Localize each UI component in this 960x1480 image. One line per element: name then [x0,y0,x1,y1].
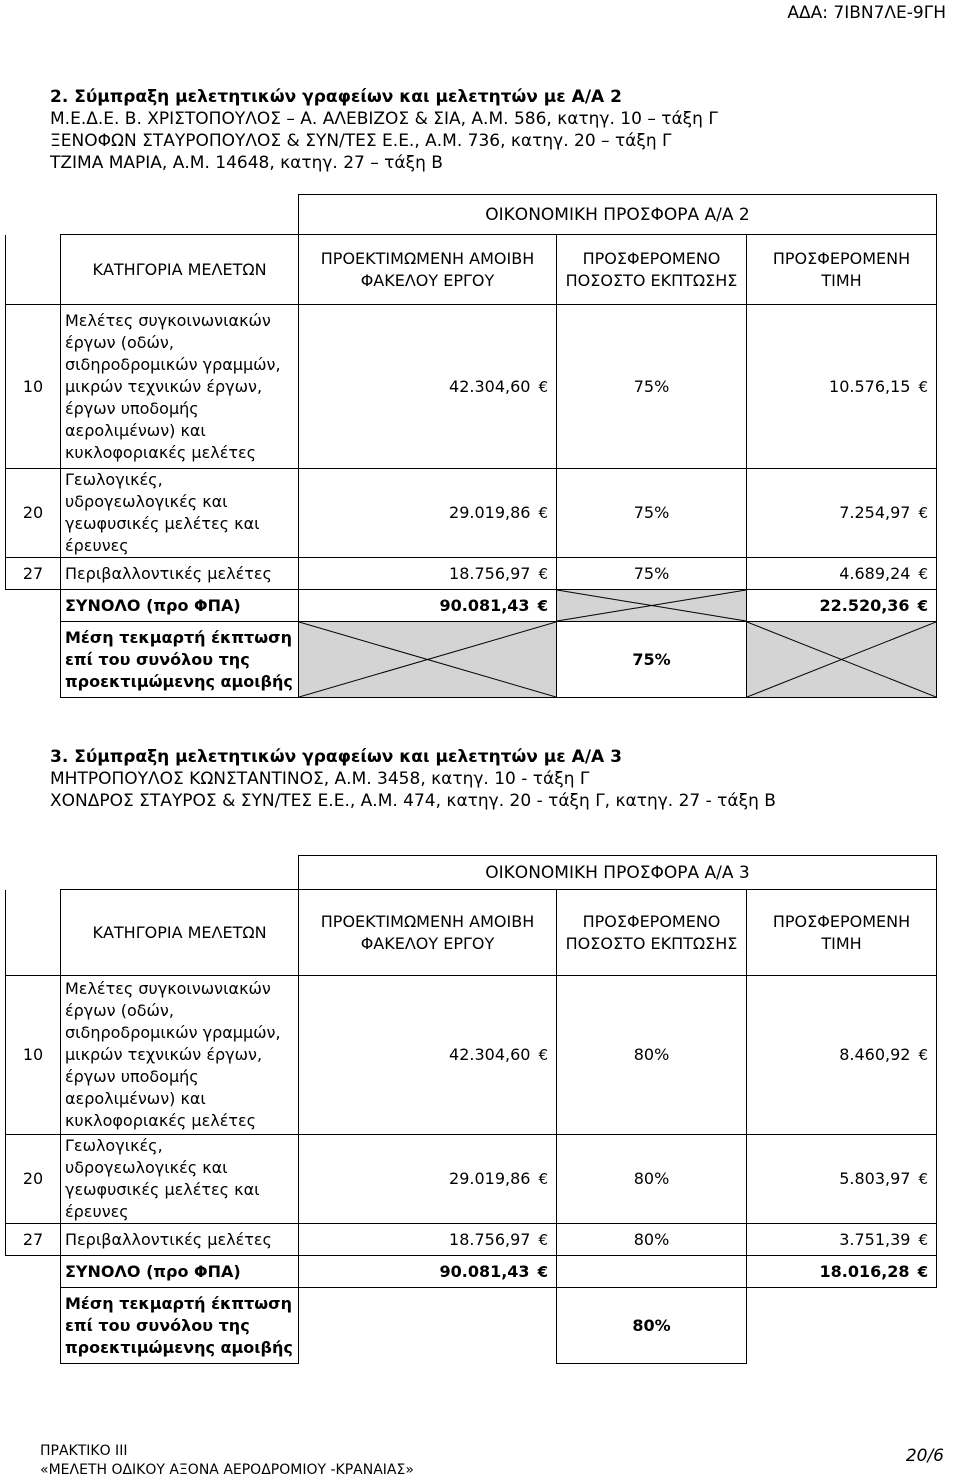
euro-sign: € [538,564,548,583]
euro-sign: € [918,1230,928,1249]
euro-sign: € [537,1262,548,1281]
row-price [747,1135,937,1224]
euro-sign: € [538,504,548,522]
total-label: ΣΥΝΟΛΟ (προ ΦΠΑ) [61,1256,299,1288]
crossed-cell [747,622,937,698]
total-fee [299,1256,557,1288]
euro-sign: € [918,1046,928,1064]
row-price-value: 10.576,15 [829,376,911,396]
table-row [6,1135,937,1224]
table2-title: ΟΙΚΟΝΟΜΙΚΗ ΠΡΟΣΦΟΡΑ Α/Α 2 [299,195,937,235]
row-category: Περιβαλλοντικές μελέτες [61,558,299,590]
table-row [6,305,937,469]
row-price-value: 8.460,92 [839,1045,911,1064]
row-num: 27 [6,558,61,590]
total-fee-value: 90.081,43 [439,1261,530,1281]
table2-col-fee: ΠΡΟΕΚΤΙΜΩΜΕΝΗ ΑΜΟΙΒΗ ΦΑΚΕΛΟΥ ΕΡΓΟΥ [299,235,557,305]
offer-table-3 [5,855,937,1364]
footer-line-2: «ΜΕΛΕΤΗ ΟΔΙΚΟΥ ΑΞΟΝΑ ΑΕΡΟΔΡΟΜΙΟΥ -ΚΡΑΝΑΙΑΣ» [40,1462,414,1478]
euro-sign: € [918,377,928,396]
row-category: Γεωλογικές, υδρογεωλογικές και γεωφυσικές μελέτες και έρευνες [61,1135,299,1224]
euro-sign: € [918,504,928,522]
total-price [747,1256,937,1288]
ada-code: ΑΔΑ: 7ΙΒΝ7ΛΕ-9ΓΗ [787,3,946,23]
row-fee [299,558,557,590]
row-fee-value: 29.019,86 [449,1169,531,1188]
row-pct: 75% [557,558,747,590]
row-num: 10 [6,976,61,1135]
average-label: Μέση τεκμαρτή έκπτωση επί του συνόλου της προεκτιμώμενης αμοιβής [61,622,299,698]
euro-sign: € [537,596,548,615]
row-price [747,976,937,1135]
empty-cell [299,1288,557,1364]
row-price-value: 3.751,39 [839,1229,911,1249]
row-price [747,469,937,558]
footer [40,1442,414,1480]
section2-heading: 2. Σύμπραξη μελετητικών γραφείων και μελετητών με Α/Α 2 [50,87,622,107]
total-row [6,590,937,622]
offer-table-2 [5,194,937,698]
row-num: 27 [6,1224,61,1256]
total-price-value: 18.016,28 [819,1261,910,1281]
section2-heading-block [50,86,718,174]
average-row [6,1288,937,1364]
page-number: 20/6 [905,1446,944,1466]
row-pct: 75% [557,305,747,469]
table-row [6,469,937,558]
euro-sign: € [538,1170,548,1188]
row-price-value: 4.689,24 [839,563,911,583]
total-label: ΣΥΝΟΛΟ (προ ΦΠΑ) [61,590,299,622]
euro-sign: € [538,377,548,396]
euro-sign: € [538,1230,548,1249]
row-num: 20 [6,1135,61,1224]
total-row [6,1256,937,1288]
row-pct: 75% [557,469,747,558]
row-category: Περιβαλλοντικές μελέτες [61,1224,299,1256]
average-pct: 75% [557,622,747,698]
euro-sign: € [917,1262,928,1281]
euro-sign: € [918,1170,928,1188]
row-pct: 80% [557,1135,747,1224]
row-fee [299,976,557,1135]
row-price [747,305,937,469]
row-fee [299,1224,557,1256]
row-price [747,558,937,590]
row-num: 10 [6,305,61,469]
section2-line-1: Μ.Ε.Δ.Ε. Β. ΧΡΙΣΤΟΠΟΥΛΟΣ – Α. ΑΛΕΒΙΖΟΣ & ΣΙΑ, Α.Μ. 586, κατηγ. 10 – τάξη Γ [50,109,718,129]
row-pct: 80% [557,1224,747,1256]
row-fee [299,469,557,558]
section3-line-1: ΜΗΤΡΟΠΟΥΛΟΣ ΚΩΝΣΤΑΝΤΙΝΟΣ, Α.Μ. 3458, κατηγ. 10 - τάξη Γ [50,769,590,789]
table2-col-pct: ΠΡΟΣΦΕΡΟΜΕΝΟ ΠΟΣΟΣΤΟ ΕΚΠΤΩΣΗΣ [557,235,747,305]
section3-heading-block [50,746,776,812]
table3-title: ΟΙΚΟΝΟΜΙΚΗ ΠΡΟΣΦΟΡΑ Α/Α 3 [299,856,937,890]
row-price [747,1224,937,1256]
average-row [6,622,937,698]
table3-col-price: ΠΡΟΣΦΕΡΟΜΕΝΗ ΤΙΜΗ [747,890,937,976]
footer-line-1: ΠΡΑΚΤΙΚΟ ΙΙΙ [40,1443,128,1459]
euro-sign: € [918,564,928,583]
total-price [747,590,937,622]
row-fee-value: 29.019,86 [449,503,531,522]
euro-sign: € [538,1046,548,1064]
row-fee [299,1135,557,1224]
table2-col-category: ΚΑΤΗΓΟΡΙΑ ΜΕΛΕΤΩΝ [61,235,299,305]
table3-col-fee: ΠΡΟΕΚΤΙΜΩΜΕΝΗ ΑΜΟΙΒΗ ΦΑΚΕΛΟΥ ΕΡΓΟΥ [299,890,557,976]
empty-cell [557,1256,747,1288]
table3-col-category: ΚΑΤΗΓΟΡΙΑ ΜΕΛΕΤΩΝ [61,890,299,976]
row-fee-value: 42.304,60 [449,376,531,396]
crossed-cell [299,622,557,698]
total-price-value: 22.520,36 [819,595,910,615]
crossed-cell [557,590,747,622]
row-category: Μελέτες συγκοινωνιακών έργων (οδών, σιδηροδρομικών γραμμών, μικρών τεχνικών έργων, έργων υποδομής αερολιμένων) και κυκλοφοριακές μελέτες [61,305,299,469]
section3-line-2: ΧΟΝΔΡΟΣ ΣΤΑΥΡΟΣ & ΣΥΝ/ΤΕΣ Ε.Ε., Α.Μ. 474, κατηγ. 20 - τάξη Γ, κατηγ. 27 - τάξη Β [50,791,776,811]
empty-cell [747,1288,937,1364]
table-row [6,1224,937,1256]
section2-line-3: ΤΖΙΜΑ ΜΑΡΙΑ, Α.Μ. 14648, κατηγ. 27 – τάξη Β [50,153,443,173]
row-category: Γεωλογικές, υδρογεωλογικές και γεωφυσικές μελέτες και έρευνες [61,469,299,558]
section2-line-2: ΞΕΝΟΦΩΝ ΣΤΑΥΡΟΠΟΥΛΟΣ & ΣΥΝ/ΤΕΣ Ε.Ε., Α.Μ. 736, κατηγ. 20 – τάξη Γ [50,131,672,151]
table-row [6,976,937,1135]
row-price-value: 5.803,97 [839,1169,911,1188]
total-fee-value: 90.081,43 [439,595,530,615]
row-fee-value: 18.756,97 [449,1229,531,1249]
row-pct: 80% [557,976,747,1135]
row-fee [299,305,557,469]
row-fee-value: 18.756,97 [449,563,531,583]
average-label: Μέση τεκμαρτή έκπτωση επί του συνόλου της προεκτιμώμενης αμοιβής [61,1288,299,1364]
average-pct: 80% [557,1288,747,1364]
total-fee [299,590,557,622]
row-price-value: 7.254,97 [839,503,911,522]
row-num: 20 [6,469,61,558]
row-fee-value: 42.304,60 [449,1045,531,1064]
section3-heading: 3. Σύμπραξη μελετητικών γραφείων και μελετητών με Α/Α 3 [50,747,622,767]
table3-col-pct: ΠΡΟΣΦΕΡΟΜΕΝΟ ΠΟΣΟΣΤΟ ΕΚΠΤΩΣΗΣ [557,890,747,976]
euro-sign: € [917,596,928,615]
table-row [6,558,937,590]
table2-col-price: ΠΡΟΣΦΕΡΟΜΕΝΗ ΤΙΜΗ [747,235,937,305]
row-category: Μελέτες συγκοινωνιακών έργων (οδών, σιδηροδρομικών γραμμών, μικρών τεχνικών έργων, έργων υποδομής αερολιμένων) και κυκλοφοριακές μελέτες [61,976,299,1135]
